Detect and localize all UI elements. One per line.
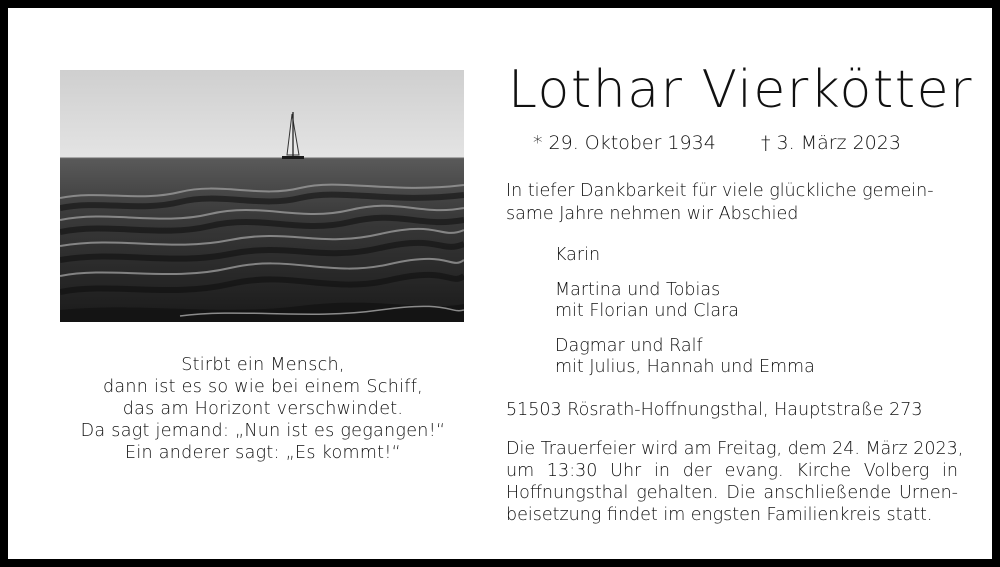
mourner-line: Dagmar und Ralf <box>555 336 703 356</box>
farewell-line: same Jahre nehmen wir Abschied <box>506 204 799 224</box>
mourner-group <box>555 336 815 378</box>
notice-line: Hoffnungsthal gehalten. Die anschließende Urnen- <box>506 483 958 503</box>
mourner-group <box>555 280 815 322</box>
notice-line: beisetzung findet im engsten Familienkreis statt. <box>506 505 933 525</box>
mourner-group <box>555 245 815 266</box>
deceased-name: Lothar Vierkötter <box>508 60 973 120</box>
funeral-notice <box>506 438 964 526</box>
sea-photo-graphic <box>60 70 464 322</box>
poem-line: dann ist es so wie bei einem Schiff, <box>102 377 424 397</box>
mourners-list <box>555 245 815 392</box>
mourner-line: Karin <box>555 245 601 265</box>
birth-date: * 29. Oktober 1934 <box>533 132 716 154</box>
poem <box>48 354 478 464</box>
poem-line: Stirbt ein Mensch, <box>181 355 345 375</box>
poem-line: das am Horizont verschwindet. <box>122 399 404 419</box>
family-address: 51503 Rösrath-Hoffnungsthal, Hauptstraße 273 <box>506 400 923 420</box>
poem-line: Da sagt jemand: „Nun ist es gegangen!“ <box>80 421 446 441</box>
mourner-line: mit Florian und Clara <box>555 301 739 321</box>
notice-line: um 13:30 Uhr in der evang. Kirche Volberg in <box>506 461 958 481</box>
death-date: † 3. März 2023 <box>761 132 901 154</box>
notice-line: Die Trauerfeier wird am Freitag, dem 24. März 2023, <box>506 439 964 459</box>
farewell-line: In tiefer Dankbarkeit für viele glückliche gemein- <box>506 181 934 201</box>
obituary-card <box>8 8 992 559</box>
farewell-text <box>506 180 956 226</box>
mourner-line: mit Julius, Hannah und Emma <box>555 357 815 377</box>
poem-line: Ein anderer sagt: „Es kommt!“ <box>124 443 402 463</box>
mourner-line: Martina und Tobias <box>555 280 721 300</box>
sea-sailboat-photo <box>60 70 464 322</box>
